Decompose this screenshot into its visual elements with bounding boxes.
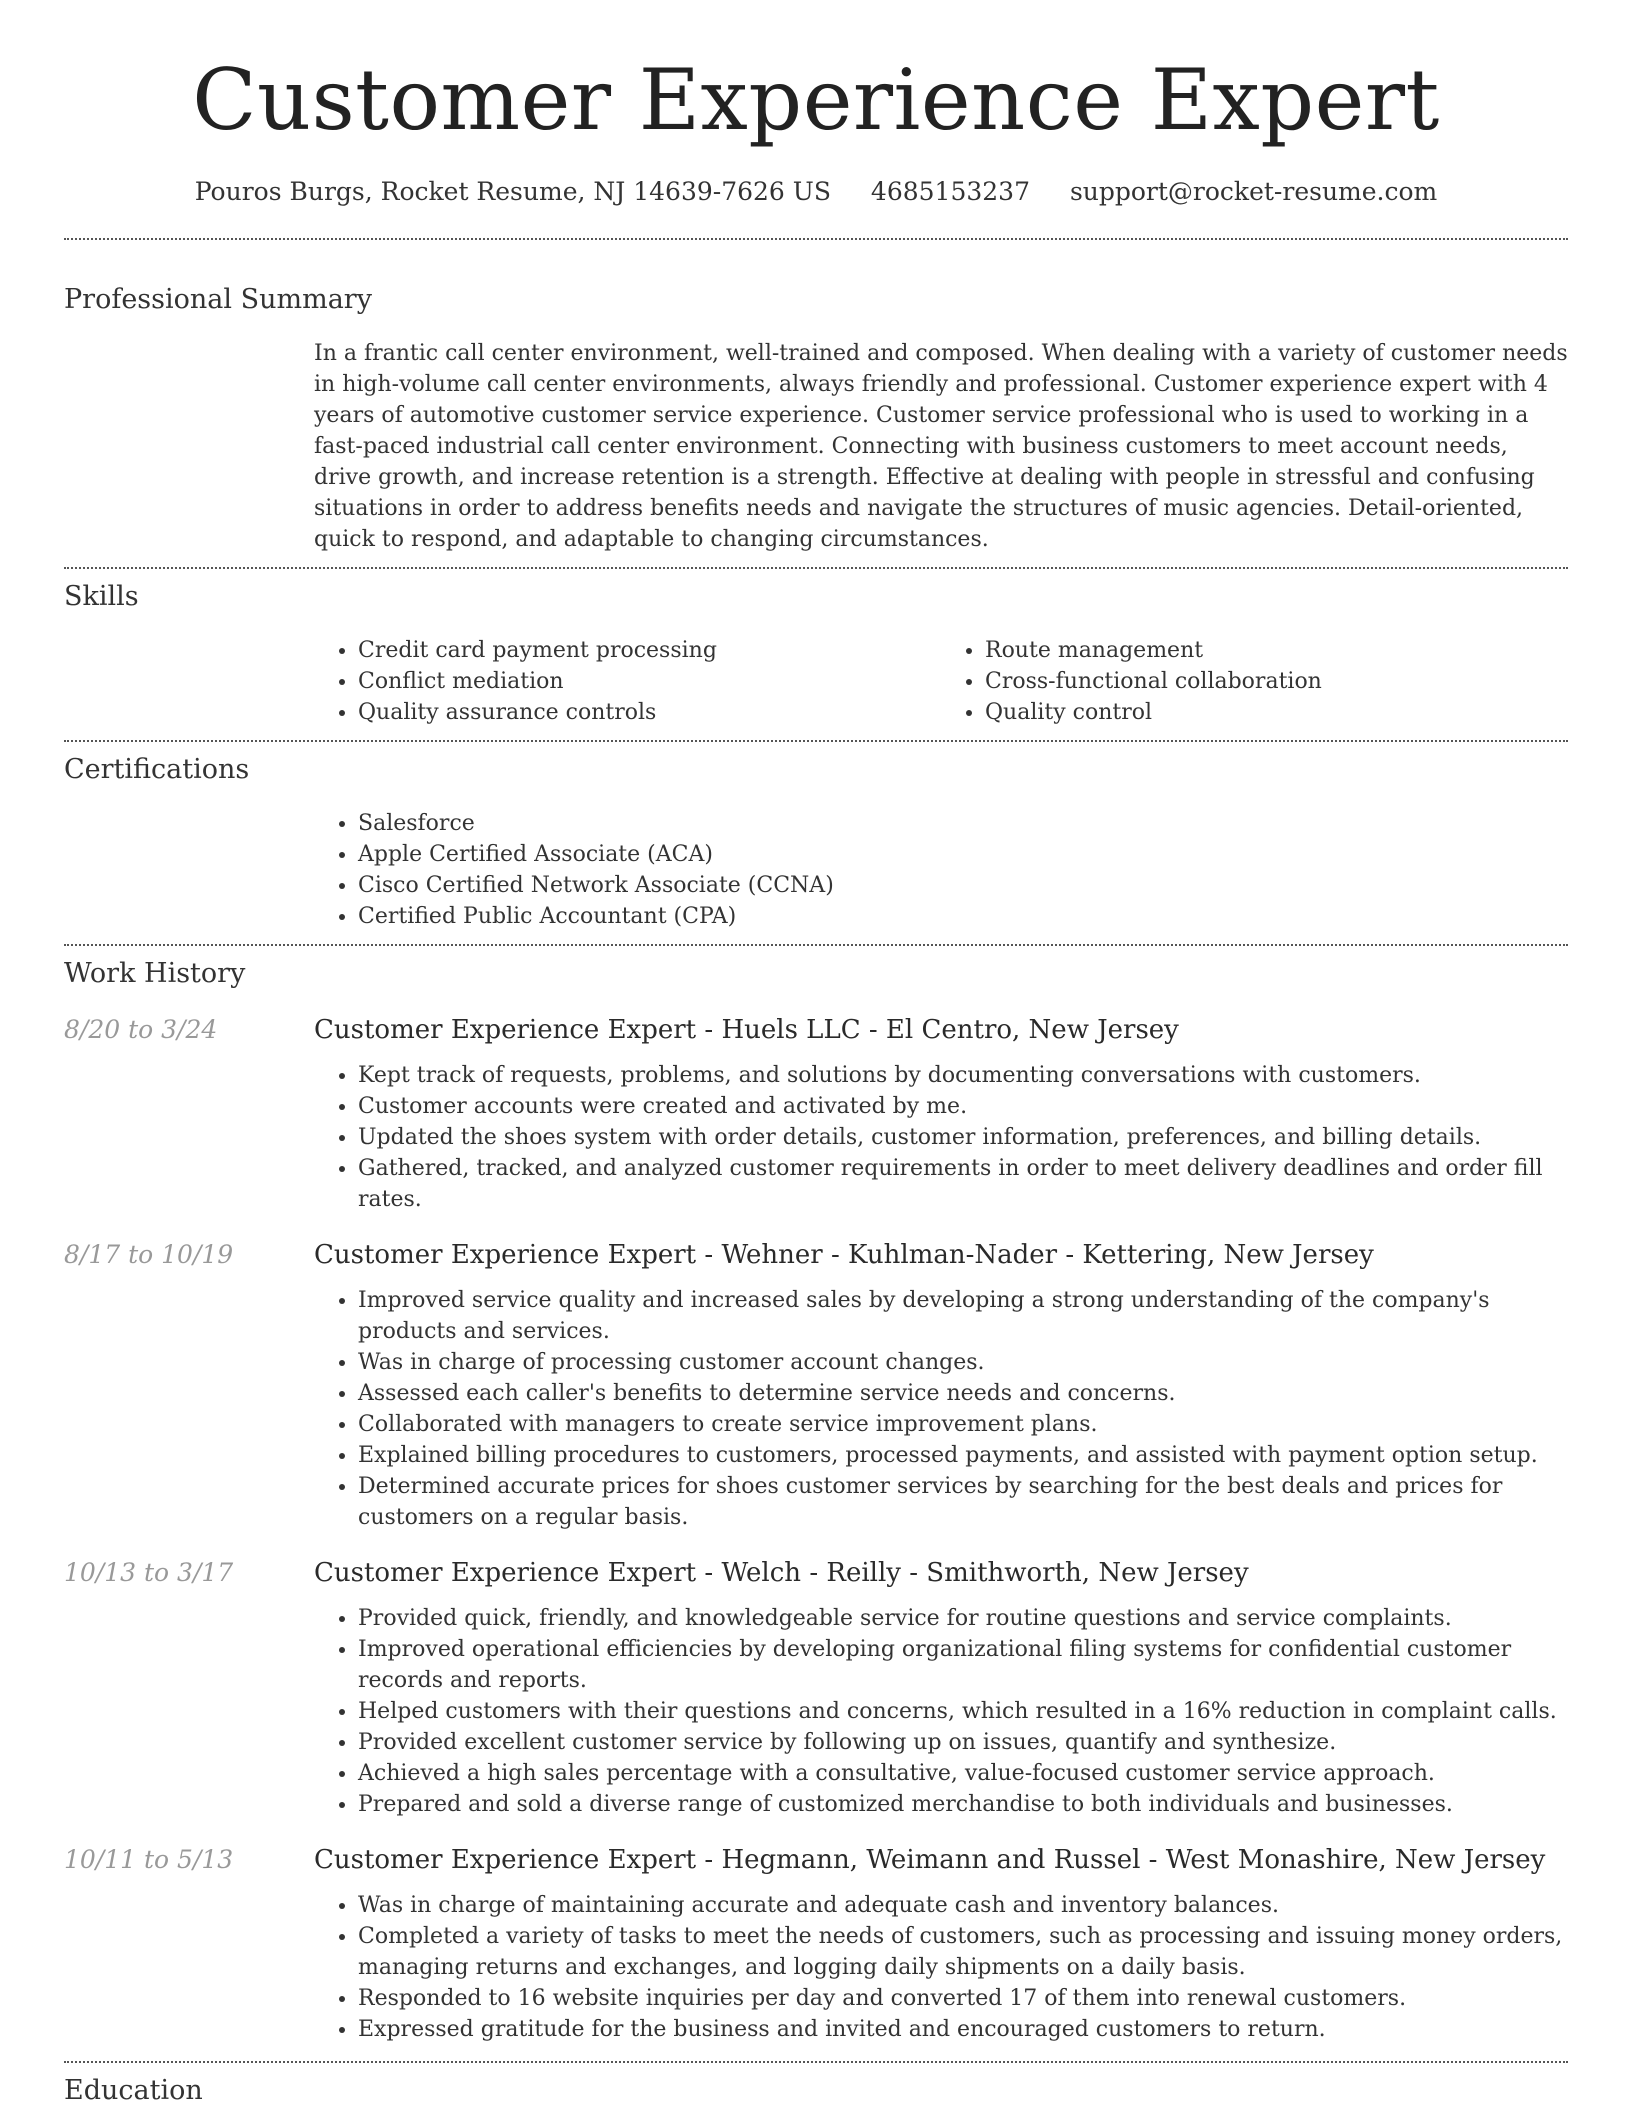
job-dates: 10/13 to 3/17 bbox=[64, 1558, 234, 1587]
job-bullet: • Explained billing procedures to customers, processed payments, and assisted with payment option setup. bbox=[358, 1440, 1568, 1471]
certifications-section bbox=[64, 752, 1568, 932]
work-history-heading: Work History bbox=[64, 958, 246, 989]
skill-item: • Quality control bbox=[985, 697, 1568, 728]
job-bullets bbox=[314, 1890, 1568, 2045]
job-heading: Customer Experience Expert - Welch - Reilly - Smithworth, New Jersey bbox=[314, 1558, 1249, 1588]
job-bullet: • Customer accounts were created and activated by me. bbox=[358, 1091, 1568, 1122]
divider bbox=[64, 944, 1568, 946]
job-dates: 8/20 to 3/24 bbox=[64, 1015, 218, 1044]
job-bullet: • Was in charge of maintaining accurate and adequate cash and inventory balances. bbox=[358, 1890, 1568, 1921]
skills-list bbox=[314, 635, 1568, 728]
resume-page bbox=[64, 0, 1568, 2109]
divider bbox=[64, 238, 1568, 240]
job-bullet: • Completed a variety of tasks to meet the needs of customers, such as processing and issuing money orders, managing returns and exchanges, and logging daily shipments on a daily basis. bbox=[358, 1921, 1568, 1983]
summary-body bbox=[314, 338, 1568, 555]
certification-item: • Cisco Certified Network Associate (CCNA) bbox=[358, 870, 1568, 901]
certifications-heading: Certifications bbox=[64, 754, 250, 785]
job-bullet: • Updated the shoes system with order details, customer information, preferences, and billing details. bbox=[358, 1122, 1568, 1153]
job-bullets bbox=[314, 1285, 1568, 1533]
job-heading: Customer Experience Expert - Hegmann, Weimann and Russel - West Monashire, New Jersey bbox=[314, 1845, 1546, 1875]
job-bullet: • Helped customers with their questions and concerns, which resulted in a 16% reduction in complaint calls. bbox=[358, 1696, 1568, 1727]
education-heading: Education bbox=[64, 2075, 203, 2106]
job-dates: 10/11 to 5/13 bbox=[64, 1845, 234, 1874]
skills-column-left bbox=[314, 635, 941, 728]
job-entry bbox=[64, 1237, 1568, 1533]
certifications-list bbox=[314, 808, 1568, 932]
job-bullet: • Kept track of requests, problems, and solutions by documenting conversations with customers. bbox=[358, 1060, 1568, 1091]
job-bullet: • Prepared and sold a diverse range of customized merchandise to both individuals and businesses. bbox=[358, 1789, 1568, 1820]
job-bullet: • Collaborated with managers to create service improvement plans. bbox=[358, 1409, 1568, 1440]
skill-item: • Credit card payment processing bbox=[358, 635, 941, 666]
skill-item: • Route management bbox=[985, 635, 1568, 666]
divider bbox=[64, 567, 1568, 569]
education-section bbox=[64, 2073, 1568, 2109]
job-bullet: • Gathered, tracked, and analyzed customer requirements in order to meet delivery deadlines and order fill rates. bbox=[358, 1153, 1568, 1215]
job-bullet: • Expressed gratitude for the business and invited and encouraged customers to return. bbox=[358, 2014, 1568, 2045]
work-history-section bbox=[64, 956, 1568, 2045]
skills-heading: Skills bbox=[64, 581, 139, 612]
summary-heading: Professional Summary bbox=[64, 284, 372, 315]
job-dates: 8/17 to 10/19 bbox=[64, 1240, 234, 1269]
job-bullets bbox=[314, 1603, 1568, 1820]
job-bullet: • Achieved a high sales percentage with a consultative, value-focused customer service approach. bbox=[358, 1758, 1568, 1789]
job-entry bbox=[64, 1842, 1568, 2045]
skill-item: • Conflict mediation bbox=[358, 666, 941, 697]
job-bullet: • Was in charge of processing customer account changes. bbox=[358, 1347, 1568, 1378]
job-heading: Customer Experience Expert - Wehner - Kuhlman-Nader - Kettering, New Jersey bbox=[314, 1240, 1374, 1270]
contact-line bbox=[64, 176, 1568, 208]
certification-item: • Apple Certified Associate (ACA) bbox=[358, 839, 1568, 870]
job-heading: Customer Experience Expert - Huels LLC - El Centro, New Jersey bbox=[314, 1015, 1179, 1045]
job-bullet: • Determined accurate prices for shoes customer services by searching for the best deals and prices for customers on a regular basis. bbox=[358, 1471, 1568, 1533]
contact-email: support@rocket-resume.com bbox=[1069, 177, 1438, 206]
job-bullets bbox=[314, 1060, 1568, 1215]
summary-text: In a frantic call center environment, well-trained and composed. When dealing with a variety of customer needs in high-volume call center environments, always friendly and professional. Customer experience expert with 4 years of automotive customer service experience. Customer service professional who is used to working in a fast-paced industrial call center environment. Connecting with business customers to meet account needs, drive growth, and increase retention is a strength. Effective at dealing with people in stressful and confusing situations in order to address benefits needs and navigate the structures of music agencies. Detail-oriented, quick to respond, and adaptable to changing circumstances. bbox=[314, 341, 1568, 552]
divider bbox=[64, 740, 1568, 742]
certification-item: • Salesforce bbox=[358, 808, 1568, 839]
job-bullet: • Provided quick, friendly, and knowledgeable service for routine questions and service complaints. bbox=[358, 1603, 1568, 1634]
contact-phone: 4685153237 bbox=[870, 177, 1030, 206]
job-bullet: • Improved service quality and increased sales by developing a strong understanding of the company's products and services. bbox=[358, 1285, 1568, 1347]
resume-title: Customer Experience Expert bbox=[192, 51, 1440, 149]
certification-item: • Certified Public Accountant (CPA) bbox=[358, 901, 1568, 932]
job-entry bbox=[64, 1555, 1568, 1820]
job-bullet: • Provided excellent customer service by following up on issues, quantify and synthesize. bbox=[358, 1727, 1568, 1758]
job-bullet: • Assessed each caller's benefits to determine service needs and concerns. bbox=[358, 1378, 1568, 1409]
skills-section bbox=[64, 579, 1568, 728]
contact-address: Pouros Burgs, Rocket Resume, NJ 14639-7626 US bbox=[194, 177, 831, 206]
divider bbox=[64, 2061, 1568, 2063]
skill-item: • Quality assurance controls bbox=[358, 697, 941, 728]
job-bullet: • Improved operational efficiencies by developing organizational filing systems for confidential customer records and reports. bbox=[358, 1634, 1568, 1696]
skill-item: • Cross-functional collaboration bbox=[985, 666, 1568, 697]
job-bullet: • Responded to 16 website inquiries per day and converted 17 of them into renewal customers. bbox=[358, 1983, 1568, 2014]
summary-section bbox=[64, 282, 1568, 555]
job-entry bbox=[64, 1012, 1568, 1215]
skills-column-right bbox=[941, 635, 1568, 728]
